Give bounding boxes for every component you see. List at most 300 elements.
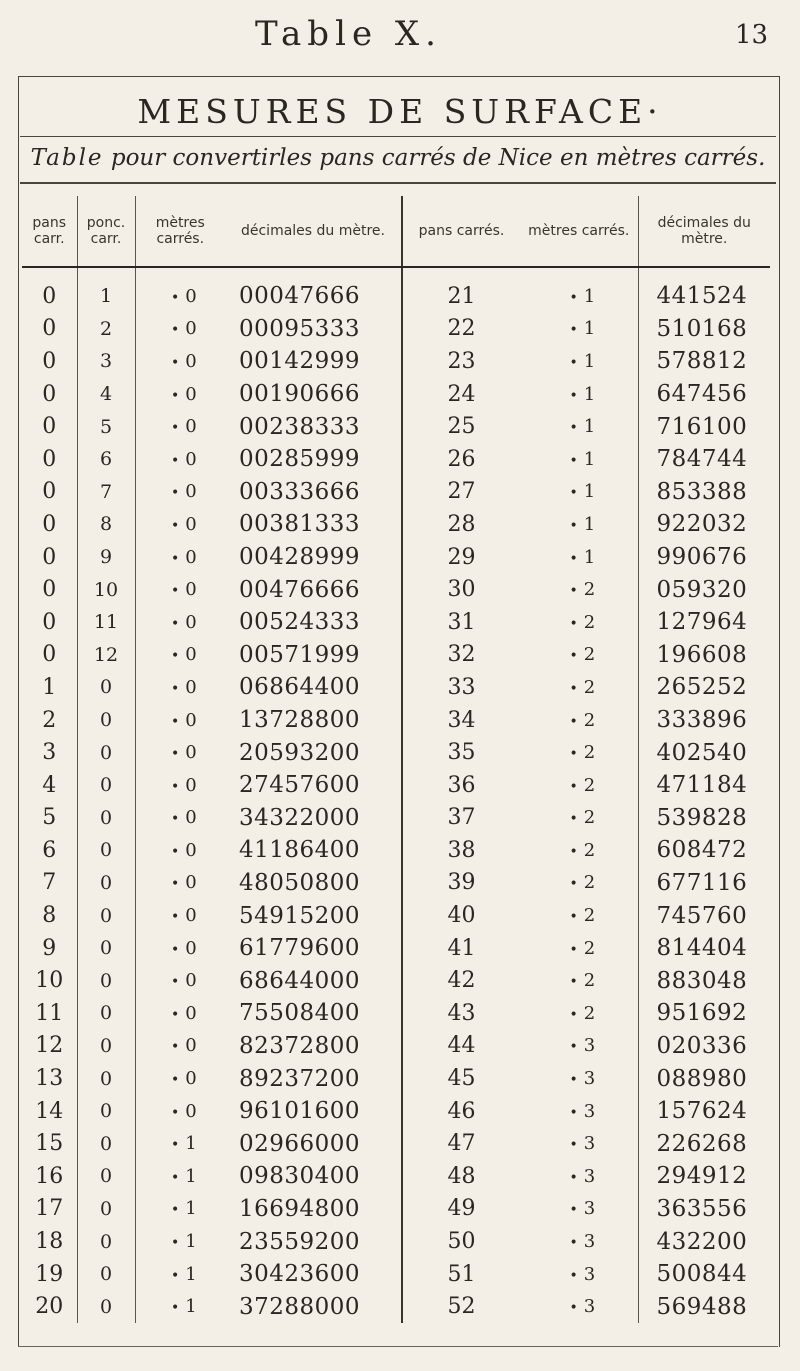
- cell-decimales: 00190666: [225, 378, 402, 411]
- decimal-point: •: [569, 517, 578, 534]
- decimal-point: •: [170, 974, 180, 991]
- table-row: [22, 1095, 770, 1128]
- metres-value: 2: [583, 905, 596, 927]
- cell-decimales: 00142999: [225, 345, 402, 378]
- table-row: [22, 736, 770, 769]
- decimal-point: •: [170, 778, 180, 795]
- cell-metres-2: [520, 313, 638, 346]
- cell-pouces: 4: [77, 378, 135, 411]
- cell-pans-2: 27: [447, 479, 476, 505]
- cell-decimales-2: 402540: [656, 739, 748, 766]
- metres-value: 1: [185, 1165, 197, 1187]
- cell-pouces: 0: [77, 1127, 135, 1160]
- cell-pouces: 2: [77, 313, 135, 346]
- cell-metres-2: [520, 1030, 638, 1063]
- metres-value: 0: [185, 807, 197, 829]
- table-subtitle: [20, 145, 776, 171]
- metres-value: 0: [185, 383, 197, 405]
- cell-pouces: 0: [77, 1030, 135, 1063]
- cell-pans-2: 29: [447, 544, 476, 570]
- col-header-metres-2: mètres carrés.: [520, 196, 638, 267]
- cell-metres-2: [520, 378, 638, 411]
- cell-metres: [135, 345, 225, 378]
- cell-pans-2: 35: [447, 740, 476, 766]
- table-row: [22, 932, 770, 965]
- cell-pouces: 1: [77, 280, 135, 313]
- metres-value: 3: [583, 1198, 596, 1220]
- metres-value: 2: [583, 937, 596, 959]
- metres-value: 0: [185, 1068, 197, 1090]
- metres-value: 0: [185, 1002, 197, 1024]
- cell-pouces: 5: [77, 410, 135, 443]
- cell-pans: 17: [22, 1193, 77, 1226]
- cell-decimales-2: 784744: [656, 446, 748, 473]
- cell-decimales-2: 226268: [656, 1130, 748, 1157]
- decimal-point: •: [170, 1137, 180, 1154]
- cell-pouces: 8: [77, 508, 135, 541]
- cell-metres-2: [520, 573, 638, 606]
- cell-decimales: 37288000: [225, 1290, 402, 1323]
- metres-value: 0: [185, 285, 197, 307]
- cell-metres: [135, 1127, 225, 1160]
- cell-decimales-2: 196608: [656, 641, 748, 668]
- cell-decimales: 75508400: [225, 997, 402, 1030]
- table-row: [22, 313, 770, 346]
- cell-metres: [135, 867, 225, 900]
- metres-value: 0: [185, 774, 197, 796]
- col-header-decimales: décimales du mètre.: [225, 196, 402, 267]
- cell-metres: [135, 736, 225, 769]
- table-row: [22, 1030, 770, 1063]
- table-row: [22, 1290, 770, 1323]
- metres-value: 3: [583, 1133, 596, 1155]
- cell-pans: 3: [22, 736, 77, 769]
- conversion-table: [22, 196, 770, 1323]
- decimal-point: •: [170, 289, 180, 306]
- cell-pans: 0: [22, 443, 77, 476]
- decimal-point: •: [170, 713, 180, 730]
- table-row: [22, 867, 770, 900]
- metres-value: 0: [185, 937, 197, 959]
- cell-pouces: 7: [77, 476, 135, 509]
- subtitle-text: pour convertirles pans carrés de Nice en mètres carrés.: [103, 145, 766, 171]
- running-title: Table X.: [255, 14, 442, 54]
- cell-metres-2: [520, 899, 638, 932]
- cell-decimales: 00571999: [225, 639, 402, 672]
- cell-decimales: 41186400: [225, 834, 402, 867]
- cell-metres-2: [520, 736, 638, 769]
- cell-pouces: 12: [77, 639, 135, 672]
- metres-value: 0: [185, 416, 197, 438]
- cell-pouces: 0: [77, 834, 135, 867]
- cell-pans-2: 24: [447, 381, 476, 407]
- metres-value: 3: [583, 1263, 596, 1285]
- cell-decimales-2: 578812: [656, 348, 748, 375]
- cell-decimales: 00285999: [225, 443, 402, 476]
- cell-pans-2: 31: [447, 609, 476, 635]
- cell-decimales-2: 677116: [656, 869, 748, 896]
- cell-pans-2: 30: [447, 577, 476, 603]
- cell-metres-2: [520, 932, 638, 965]
- decimal-point: •: [170, 648, 180, 665]
- cell-metres-2: [520, 443, 638, 476]
- cell-metres-2: [520, 280, 638, 313]
- table-row: [22, 378, 770, 411]
- cell-decimales: 61779600: [225, 932, 402, 965]
- decimal-point: •: [569, 550, 578, 567]
- running-head: [0, 8, 800, 58]
- cell-pans-2: 21: [447, 283, 476, 309]
- metres-value: 0: [185, 350, 197, 372]
- metres-value: 0: [185, 839, 197, 861]
- metres-value: 0: [185, 1035, 197, 1057]
- metres-value: 3: [583, 1068, 596, 1090]
- cell-pouces: 0: [77, 1290, 135, 1323]
- cell-pouces: 0: [77, 736, 135, 769]
- cell-pouces: 0: [77, 932, 135, 965]
- cell-pans-2: 36: [447, 772, 476, 798]
- table-row: [22, 802, 770, 835]
- cell-pouces: 0: [77, 671, 135, 704]
- cell-decimales: 06864400: [225, 671, 402, 704]
- cell-decimales: 00238333: [225, 410, 402, 443]
- decimal-point: •: [569, 680, 578, 697]
- cell-pans-2: 42: [447, 968, 476, 994]
- cell-pans-2: 52: [447, 1294, 476, 1320]
- metres-value: 2: [583, 970, 596, 992]
- decimal-point: •: [569, 452, 578, 469]
- metres-value: 0: [185, 318, 197, 340]
- cell-metres-2: [520, 410, 638, 443]
- cell-metres-2: [520, 769, 638, 802]
- cell-pans-2: 26: [447, 446, 476, 472]
- cell-metres-2: [520, 997, 638, 1030]
- col-header-metres: mètres carrés.: [135, 196, 225, 267]
- metres-value: 1: [185, 1133, 197, 1155]
- decimal-point: •: [170, 876, 180, 893]
- decimal-point: •: [170, 387, 180, 404]
- cell-decimales: 23559200: [225, 1225, 402, 1258]
- cell-pans-2: 46: [447, 1098, 476, 1124]
- cell-metres-2: [520, 671, 638, 704]
- cell-decimales-2: 569488: [656, 1293, 748, 1320]
- cell-decimales: 09830400: [225, 1160, 402, 1193]
- cell-metres: [135, 1193, 225, 1226]
- cell-pouces: 0: [77, 1258, 135, 1291]
- decimal-point: •: [569, 1267, 578, 1284]
- decimal-point: •: [170, 1202, 180, 1219]
- cell-metres-2: [520, 1127, 638, 1160]
- table-row: [22, 573, 770, 606]
- decimal-point: •: [569, 941, 578, 958]
- cell-pans: 15: [22, 1127, 77, 1160]
- decimal-point: •: [170, 1300, 180, 1317]
- decimal-point: •: [569, 322, 578, 339]
- decimal-point: •: [569, 909, 578, 926]
- decimal-point: •: [170, 1267, 180, 1284]
- cell-pans-2: 25: [447, 414, 476, 440]
- table-row: [22, 997, 770, 1030]
- subtitle-lead: Table: [30, 145, 104, 171]
- table-row: [22, 1193, 770, 1226]
- metres-value: 1: [583, 546, 596, 568]
- cell-pans: 0: [22, 313, 77, 346]
- metres-value: 3: [583, 1231, 596, 1253]
- cell-metres: [135, 313, 225, 346]
- metres-value: 3: [583, 1165, 596, 1187]
- cell-metres-2: [520, 639, 638, 672]
- decimal-point: •: [170, 517, 180, 534]
- cell-metres: [135, 476, 225, 509]
- cell-pans: 9: [22, 932, 77, 965]
- metres-value: 3: [583, 1296, 596, 1318]
- cell-metres: [135, 1160, 225, 1193]
- table-row: [22, 1160, 770, 1193]
- decimal-point: •: [569, 1072, 578, 1089]
- decimal-point: •: [569, 289, 578, 306]
- metres-value: 1: [185, 1263, 197, 1285]
- cell-pouces: 0: [77, 802, 135, 835]
- decimal-point: •: [170, 354, 180, 371]
- cell-decimales: 13728800: [225, 704, 402, 737]
- decimal-point: •: [569, 583, 578, 600]
- cell-metres-2: [520, 834, 638, 867]
- table-row: [22, 704, 770, 737]
- cell-pans: 6: [22, 834, 77, 867]
- cell-pans: 14: [22, 1095, 77, 1128]
- cell-decimales: 00381333: [225, 508, 402, 541]
- cell-metres: [135, 443, 225, 476]
- cell-metres: [135, 410, 225, 443]
- cell-decimales-2: 157624: [656, 1098, 748, 1125]
- metres-value: 1: [583, 383, 596, 405]
- cell-pans-2: 47: [447, 1131, 476, 1157]
- cell-metres: [135, 1258, 225, 1291]
- cell-decimales: 00524333: [225, 606, 402, 639]
- cell-pouces: 9: [77, 541, 135, 574]
- metres-value: 1: [185, 1231, 197, 1253]
- cell-decimales: 96101600: [225, 1095, 402, 1128]
- header-spacer: [22, 267, 770, 280]
- decimal-point: •: [170, 420, 180, 437]
- decimal-point: •: [170, 1006, 180, 1023]
- decimal-point: •: [170, 550, 180, 567]
- cell-decimales: 00428999: [225, 541, 402, 574]
- metres-value: 0: [185, 611, 197, 633]
- decimal-point: •: [569, 1169, 578, 1186]
- metres-value: 0: [185, 644, 197, 666]
- cell-metres-2: [520, 476, 638, 509]
- cell-pouces: 3: [77, 345, 135, 378]
- table-row: [22, 671, 770, 704]
- cell-metres-2: [520, 1062, 638, 1095]
- cell-pans-2: 22: [447, 316, 476, 342]
- cell-metres-2: [520, 606, 638, 639]
- cell-decimales-2: 745760: [656, 902, 748, 929]
- metres-value: 1: [185, 1296, 197, 1318]
- cell-pouces: 0: [77, 997, 135, 1030]
- decimal-point: •: [170, 1072, 180, 1089]
- metres-value: 2: [583, 611, 596, 633]
- metres-value: 0: [185, 970, 197, 992]
- cell-decimales: 00333666: [225, 476, 402, 509]
- cell-decimales: 34322000: [225, 802, 402, 835]
- table-header-row: [22, 196, 770, 267]
- cell-metres: [135, 899, 225, 932]
- cell-decimales: 82372800: [225, 1030, 402, 1063]
- cell-metres-2: [520, 802, 638, 835]
- cell-metres-2: [520, 964, 638, 997]
- decimal-point: •: [170, 485, 180, 502]
- metres-value: 2: [583, 839, 596, 861]
- table-row: [22, 1225, 770, 1258]
- cell-pouces: 6: [77, 443, 135, 476]
- cell-pouces: 11: [77, 606, 135, 639]
- cell-metres-2: [520, 345, 638, 378]
- cell-pans-2: 45: [447, 1066, 476, 1092]
- cell-metres: [135, 671, 225, 704]
- cell-decimales: 20593200: [225, 736, 402, 769]
- table-row: [22, 476, 770, 509]
- decimal-point: •: [569, 778, 578, 795]
- cell-pans: 2: [22, 704, 77, 737]
- cell-decimales: 27457600: [225, 769, 402, 802]
- cell-pans: 0: [22, 606, 77, 639]
- cell-pouces: 0: [77, 704, 135, 737]
- metres-value: 1: [583, 513, 596, 535]
- cell-pans-2: 39: [447, 870, 476, 896]
- decimal-point: •: [569, 1006, 578, 1023]
- table-row: [22, 443, 770, 476]
- cell-pans-2: 37: [447, 805, 476, 831]
- cell-pans: 19: [22, 1258, 77, 1291]
- cell-decimales: 68644000: [225, 964, 402, 997]
- metres-value: 1: [583, 416, 596, 438]
- metres-value: 1: [185, 1198, 197, 1220]
- cell-pans: 12: [22, 1030, 77, 1063]
- decimal-point: •: [569, 615, 578, 632]
- cell-pans: 0: [22, 476, 77, 509]
- cell-pans: 0: [22, 573, 77, 606]
- decimal-point: •: [569, 1235, 578, 1252]
- cell-pans-2: 28: [447, 511, 476, 537]
- cell-decimales: 48050800: [225, 867, 402, 900]
- cell-metres: [135, 606, 225, 639]
- decimal-point: •: [569, 1104, 578, 1121]
- cell-pouces: 0: [77, 1160, 135, 1193]
- decimal-point: •: [569, 1300, 578, 1317]
- metres-value: 3: [583, 1100, 596, 1122]
- metres-value: 0: [185, 905, 197, 927]
- cell-decimales-2: 883048: [656, 967, 748, 994]
- cell-decimales-2: 088980: [656, 1065, 748, 1092]
- metres-value: 0: [185, 481, 197, 503]
- cell-decimales-2: 951692: [656, 1000, 748, 1027]
- col-header-decimales-2: décimales du mètre.: [638, 196, 770, 267]
- title-rule: [20, 136, 776, 137]
- cell-metres: [135, 573, 225, 606]
- cell-decimales-2: 608472: [656, 837, 748, 864]
- metres-value: 2: [583, 742, 596, 764]
- metres-value: 1: [583, 318, 596, 340]
- cell-metres: [135, 1030, 225, 1063]
- decimal-point: •: [569, 648, 578, 665]
- cell-pouces: 0: [77, 899, 135, 932]
- decimal-point: •: [569, 387, 578, 404]
- table-row: [22, 606, 770, 639]
- metres-value: 2: [583, 872, 596, 894]
- subtitle-rule: [20, 182, 776, 184]
- page-number: 13: [735, 20, 769, 50]
- metres-value: 2: [583, 807, 596, 829]
- metres-value: 0: [185, 513, 197, 535]
- decimal-point: •: [170, 615, 180, 632]
- cell-pans: 0: [22, 345, 77, 378]
- cell-pouces: 0: [77, 1062, 135, 1095]
- decimal-point: •: [170, 843, 180, 860]
- cell-metres: [135, 802, 225, 835]
- cell-decimales: 00476666: [225, 573, 402, 606]
- cell-pans: 0: [22, 280, 77, 313]
- cell-metres-2: [520, 1258, 638, 1291]
- cell-pans-2: 49: [447, 1196, 476, 1222]
- metres-value: 1: [583, 481, 596, 503]
- cell-pans-2: 41: [447, 935, 476, 961]
- cell-metres: [135, 997, 225, 1030]
- decimal-point: •: [170, 680, 180, 697]
- metres-value: 0: [185, 676, 197, 698]
- cell-decimales-2: 647456: [656, 381, 748, 408]
- metres-value: 1: [583, 285, 596, 307]
- cell-pans-2: 23: [447, 348, 476, 374]
- metres-value: 0: [185, 1100, 197, 1122]
- cell-pans: 20: [22, 1290, 77, 1323]
- cell-pans: 13: [22, 1062, 77, 1095]
- cell-decimales-2: 363556: [656, 1195, 748, 1222]
- cell-pouces: 0: [77, 964, 135, 997]
- cell-pans: 16: [22, 1160, 77, 1193]
- cell-pouces: 0: [77, 867, 135, 900]
- cell-pans-2: 51: [447, 1261, 476, 1287]
- cell-decimales-2: 990676: [656, 544, 748, 571]
- cell-decimales-2: 127964: [656, 609, 748, 636]
- cell-pans-2: 50: [447, 1229, 476, 1255]
- cell-metres-2: [520, 541, 638, 574]
- cell-decimales-2: 500844: [656, 1261, 748, 1288]
- cell-metres-2: [520, 1290, 638, 1323]
- cell-decimales: 00095333: [225, 313, 402, 346]
- decimal-point: •: [569, 420, 578, 437]
- cell-pans: 1: [22, 671, 77, 704]
- cell-decimales-2: 441524: [656, 283, 748, 310]
- col-header-pans-2: pans carrés.: [402, 196, 520, 267]
- cell-metres: [135, 378, 225, 411]
- cell-pans: 0: [22, 378, 77, 411]
- metres-value: 0: [185, 546, 197, 568]
- cell-decimales-2: 059320: [656, 576, 748, 603]
- decimal-point: •: [569, 485, 578, 502]
- cell-decimales: 00047666: [225, 280, 402, 313]
- metres-value: 0: [185, 872, 197, 894]
- cell-decimales-2: 432200: [656, 1228, 748, 1255]
- cell-metres: [135, 932, 225, 965]
- table-row: [22, 964, 770, 997]
- cell-metres-2: [520, 508, 638, 541]
- decimal-point: •: [569, 1137, 578, 1154]
- cell-decimales-2: 333896: [656, 707, 748, 734]
- metres-value: 2: [583, 709, 596, 731]
- decimal-point: •: [170, 1169, 180, 1186]
